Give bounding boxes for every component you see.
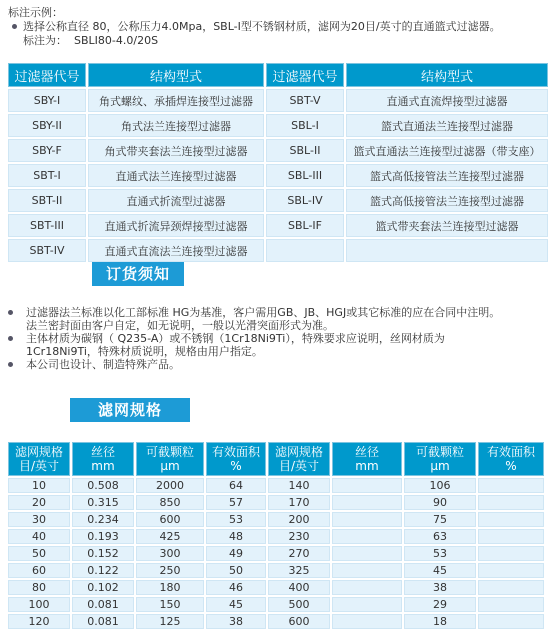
filter-type-table <box>6 61 550 264</box>
mesh-value-cell: 75 <box>404 512 476 527</box>
filter-code-cell: SBT-IV <box>8 239 86 262</box>
mesh-value-cell <box>332 580 402 595</box>
mesh-spec-banner: 滤网规格 <box>70 398 190 422</box>
mesh-value-cell: 53 <box>206 512 266 527</box>
structure-type-cell: 篮式直通法兰连接型过滤器（带支座） <box>346 139 548 162</box>
mesh-header-line: 可截颗粒 <box>145 445 194 459</box>
mesh-value-cell <box>332 563 402 578</box>
bullet-icon <box>8 362 13 367</box>
mesh-value-cell: 150 <box>136 597 204 612</box>
table-row <box>8 139 548 162</box>
structure-type-cell: 角式螺纹、承插焊连接型过滤器 <box>88 89 264 112</box>
mesh-value-cell <box>332 546 402 561</box>
order-item-text: 1Cr18Ni9Ti，特殊材质说明，规格由用户指定。 <box>26 345 263 358</box>
structure-type-cell: 直通式直流法兰连接型过滤器 <box>88 239 264 262</box>
mesh-value-cell: 2000 <box>136 478 204 493</box>
table-row <box>8 495 544 510</box>
structure-type-cell: 篮式带夹套法兰连接型过滤器 <box>346 214 548 237</box>
mesh-value-cell <box>478 495 544 510</box>
structure-type-cell: 直通式法兰连接型过滤器 <box>88 164 264 187</box>
mesh-value-cell: 500 <box>268 597 330 612</box>
table-row <box>8 164 548 187</box>
structure-type-cell: 直通式折流异颈焊接型过滤器 <box>88 214 264 237</box>
mesh-header-line: 有效面积 <box>486 445 535 459</box>
mesh-value-cell <box>478 597 544 612</box>
mesh-value-cell: 45 <box>404 563 476 578</box>
header-filter-code: 过滤器代号 <box>266 63 344 87</box>
order-notice-banner: 订货须知 <box>92 262 184 286</box>
mesh-value-cell: 38 <box>404 580 476 595</box>
filter-code-cell: SBL-II <box>266 139 344 162</box>
mesh-value-cell: 140 <box>268 478 330 493</box>
mesh-header-line: mm <box>91 459 115 473</box>
mesh-header-cell <box>8 442 70 476</box>
mesh-header-line: 可截颗粒 <box>415 445 464 459</box>
mesh-header-line: 滤网规格 <box>274 445 323 459</box>
mesh-header-line: % <box>505 459 517 473</box>
mesh-value-cell: 0.102 <box>72 580 134 595</box>
list-item <box>8 358 552 371</box>
mesh-value-cell: 200 <box>268 512 330 527</box>
mesh-value-cell: 0.508 <box>72 478 134 493</box>
filter-code-cell: SBT-III <box>8 214 86 237</box>
table-row <box>8 89 548 112</box>
structure-type-cell: 篮式高低接管法兰连接型过滤器 <box>346 164 548 187</box>
order-notice-list <box>8 306 552 371</box>
order-item-text: 本公司也设计、制造特殊产品。 <box>26 358 180 371</box>
mesh-value-cell: 600 <box>268 614 330 629</box>
mesh-value-cell <box>332 614 402 629</box>
mesh-value-cell: 125 <box>136 614 204 629</box>
mesh-value-cell: 53 <box>404 546 476 561</box>
mesh-value-cell: 100 <box>8 597 70 612</box>
mesh-value-cell: 0.234 <box>72 512 134 527</box>
table-row <box>8 239 548 262</box>
mesh-value-cell: 0.193 <box>72 529 134 544</box>
mesh-header-cell <box>206 442 266 476</box>
mesh-value-cell: 50 <box>206 563 266 578</box>
header-structure-type: 结构型式 <box>346 63 548 87</box>
mesh-value-cell: 63 <box>404 529 476 544</box>
mesh-value-cell <box>332 512 402 527</box>
mesh-value-cell: 250 <box>136 563 204 578</box>
mesh-header-line: 目/英寸 <box>278 459 320 473</box>
filter-code-cell: SBY-I <box>8 89 86 112</box>
filter-code-cell: SBY-F <box>8 139 86 162</box>
note-label-value: SBLI80-4.0/20S <box>74 34 159 47</box>
order-item-text: 过滤器法兰标准以化工部标准 HG为基准，客户需用GB、JB、HGJ或其它标准的应在合同中注明。 <box>26 306 501 319</box>
filter-code-cell: SBT-I <box>8 164 86 187</box>
mesh-value-cell: 57 <box>206 495 266 510</box>
mesh-header-line: % <box>230 459 242 473</box>
mesh-value-cell <box>478 529 544 544</box>
mesh-value-cell <box>478 614 544 629</box>
mesh-value-cell <box>332 478 402 493</box>
mesh-header-line: μm <box>160 459 180 473</box>
mesh-value-cell: 29 <box>404 597 476 612</box>
filter-code-cell: SBL-III <box>266 164 344 187</box>
mesh-value-cell: 400 <box>268 580 330 595</box>
mesh-value-cell: 90 <box>404 495 476 510</box>
annotation-example <box>8 6 548 48</box>
filter-code-cell: SBT-II <box>8 189 86 212</box>
mesh-table-header <box>8 442 544 476</box>
mesh-header-line: 丝径 <box>90 445 115 459</box>
structure-type-cell: 角式法兰连接型过滤器 <box>88 114 264 137</box>
mesh-value-cell <box>332 529 402 544</box>
mesh-header-cell <box>404 442 476 476</box>
mesh-value-cell: 0.152 <box>72 546 134 561</box>
list-item <box>8 332 552 358</box>
mesh-value-cell: 600 <box>136 512 204 527</box>
mesh-value-cell: 325 <box>268 563 330 578</box>
bullet-icon <box>12 24 17 29</box>
filter-code-cell <box>266 239 344 262</box>
mesh-value-cell <box>478 563 544 578</box>
mesh-value-cell: 10 <box>8 478 70 493</box>
mesh-value-cell: 18 <box>404 614 476 629</box>
note-example-text: 选择公称直径 80，公称压力4.0Mpa，SBL-I型不锈钢材质，滤网为20目/英寸的直通篮式过滤器。 <box>23 20 501 33</box>
order-item-text: 法兰密封面由客户自定，如无说明，一般以光滑突面形式为准。 <box>26 319 334 332</box>
filter-code-cell: SBY-II <box>8 114 86 137</box>
mesh-value-cell <box>332 495 402 510</box>
table-row <box>8 563 544 578</box>
table-row <box>8 214 548 237</box>
mesh-value-cell: 48 <box>206 529 266 544</box>
table-row <box>8 597 544 612</box>
mesh-value-cell: 180 <box>136 580 204 595</box>
mesh-value-cell: 300 <box>136 546 204 561</box>
mesh-value-cell: 64 <box>206 478 266 493</box>
mesh-value-cell: 0.081 <box>72 614 134 629</box>
table-row <box>8 512 544 527</box>
mesh-value-cell: 80 <box>8 580 70 595</box>
mesh-header-line: 目/英寸 <box>18 459 60 473</box>
mesh-header-cell <box>136 442 204 476</box>
mesh-value-cell: 46 <box>206 580 266 595</box>
mesh-value-cell: 120 <box>8 614 70 629</box>
table-row <box>8 614 544 629</box>
structure-type-cell: 直通式折流型过滤器 <box>88 189 264 212</box>
filter-code-cell: SBL-IF <box>266 214 344 237</box>
note-example-line <box>8 20 548 34</box>
mesh-header-cell <box>268 442 330 476</box>
bullet-icon <box>8 310 13 315</box>
note-label-prefix: 标注为： <box>23 34 67 47</box>
table-row <box>8 478 544 493</box>
mesh-value-cell: 0.122 <box>72 563 134 578</box>
mesh-value-cell: 850 <box>136 495 204 510</box>
mesh-value-cell <box>478 546 544 561</box>
filter-code-cell: SBT-V <box>266 89 344 112</box>
note-label-line <box>8 34 548 48</box>
mesh-value-cell: 170 <box>268 495 330 510</box>
mesh-value-cell: 49 <box>206 546 266 561</box>
table-row <box>8 546 544 561</box>
mesh-value-cell <box>478 580 544 595</box>
mesh-header-line: 有效面积 <box>211 445 260 459</box>
structure-type-cell <box>346 239 548 262</box>
mesh-value-cell <box>478 512 544 527</box>
table-row <box>8 580 544 595</box>
mesh-value-cell: 230 <box>268 529 330 544</box>
mesh-header-line: μm <box>430 459 450 473</box>
header-structure-type: 结构型式 <box>88 63 264 87</box>
mesh-value-cell: 20 <box>8 495 70 510</box>
mesh-value-cell: 270 <box>268 546 330 561</box>
header-filter-code: 过滤器代号 <box>8 63 86 87</box>
mesh-header-line: 滤网规格 <box>14 445 63 459</box>
table-row <box>8 529 544 544</box>
filter-code-cell: SBL-I <box>266 114 344 137</box>
mesh-header-cell <box>332 442 402 476</box>
mesh-value-cell: 40 <box>8 529 70 544</box>
mesh-header-cell <box>478 442 544 476</box>
bullet-icon <box>8 336 13 341</box>
mesh-value-cell: 30 <box>8 512 70 527</box>
note-heading: 标注示例： <box>8 6 63 19</box>
structure-type-cell: 篮式直通法兰连接型过滤器 <box>346 114 548 137</box>
filter-table-header <box>8 63 548 87</box>
structure-type-cell: 篮式高低接管法兰连接型过滤器 <box>346 189 548 212</box>
mesh-value-cell: 45 <box>206 597 266 612</box>
mesh-spec-table <box>6 440 546 631</box>
structure-type-cell: 角式带夹套法兰连接型过滤器 <box>88 139 264 162</box>
mesh-header-line: 丝径 <box>354 445 379 459</box>
mesh-header-cell <box>72 442 134 476</box>
order-item-text: 主体材质为碳钢（ Q235-A）或不锈钢（1Cr18Ni9Ti），特殊要求应说明，丝网材质为 <box>26 332 445 345</box>
list-item <box>8 306 552 332</box>
mesh-value-cell: 38 <box>206 614 266 629</box>
mesh-value-cell: 0.315 <box>72 495 134 510</box>
table-row <box>8 114 548 137</box>
mesh-header-line: mm <box>355 459 379 473</box>
mesh-value-cell <box>332 597 402 612</box>
mesh-value-cell: 106 <box>404 478 476 493</box>
table-row <box>8 189 548 212</box>
mesh-value-cell <box>478 478 544 493</box>
filter-code-cell: SBL-IV <box>266 189 344 212</box>
mesh-value-cell: 0.081 <box>72 597 134 612</box>
mesh-value-cell: 60 <box>8 563 70 578</box>
mesh-value-cell: 425 <box>136 529 204 544</box>
structure-type-cell: 直通式直流焊接型过滤器 <box>346 89 548 112</box>
mesh-value-cell: 50 <box>8 546 70 561</box>
